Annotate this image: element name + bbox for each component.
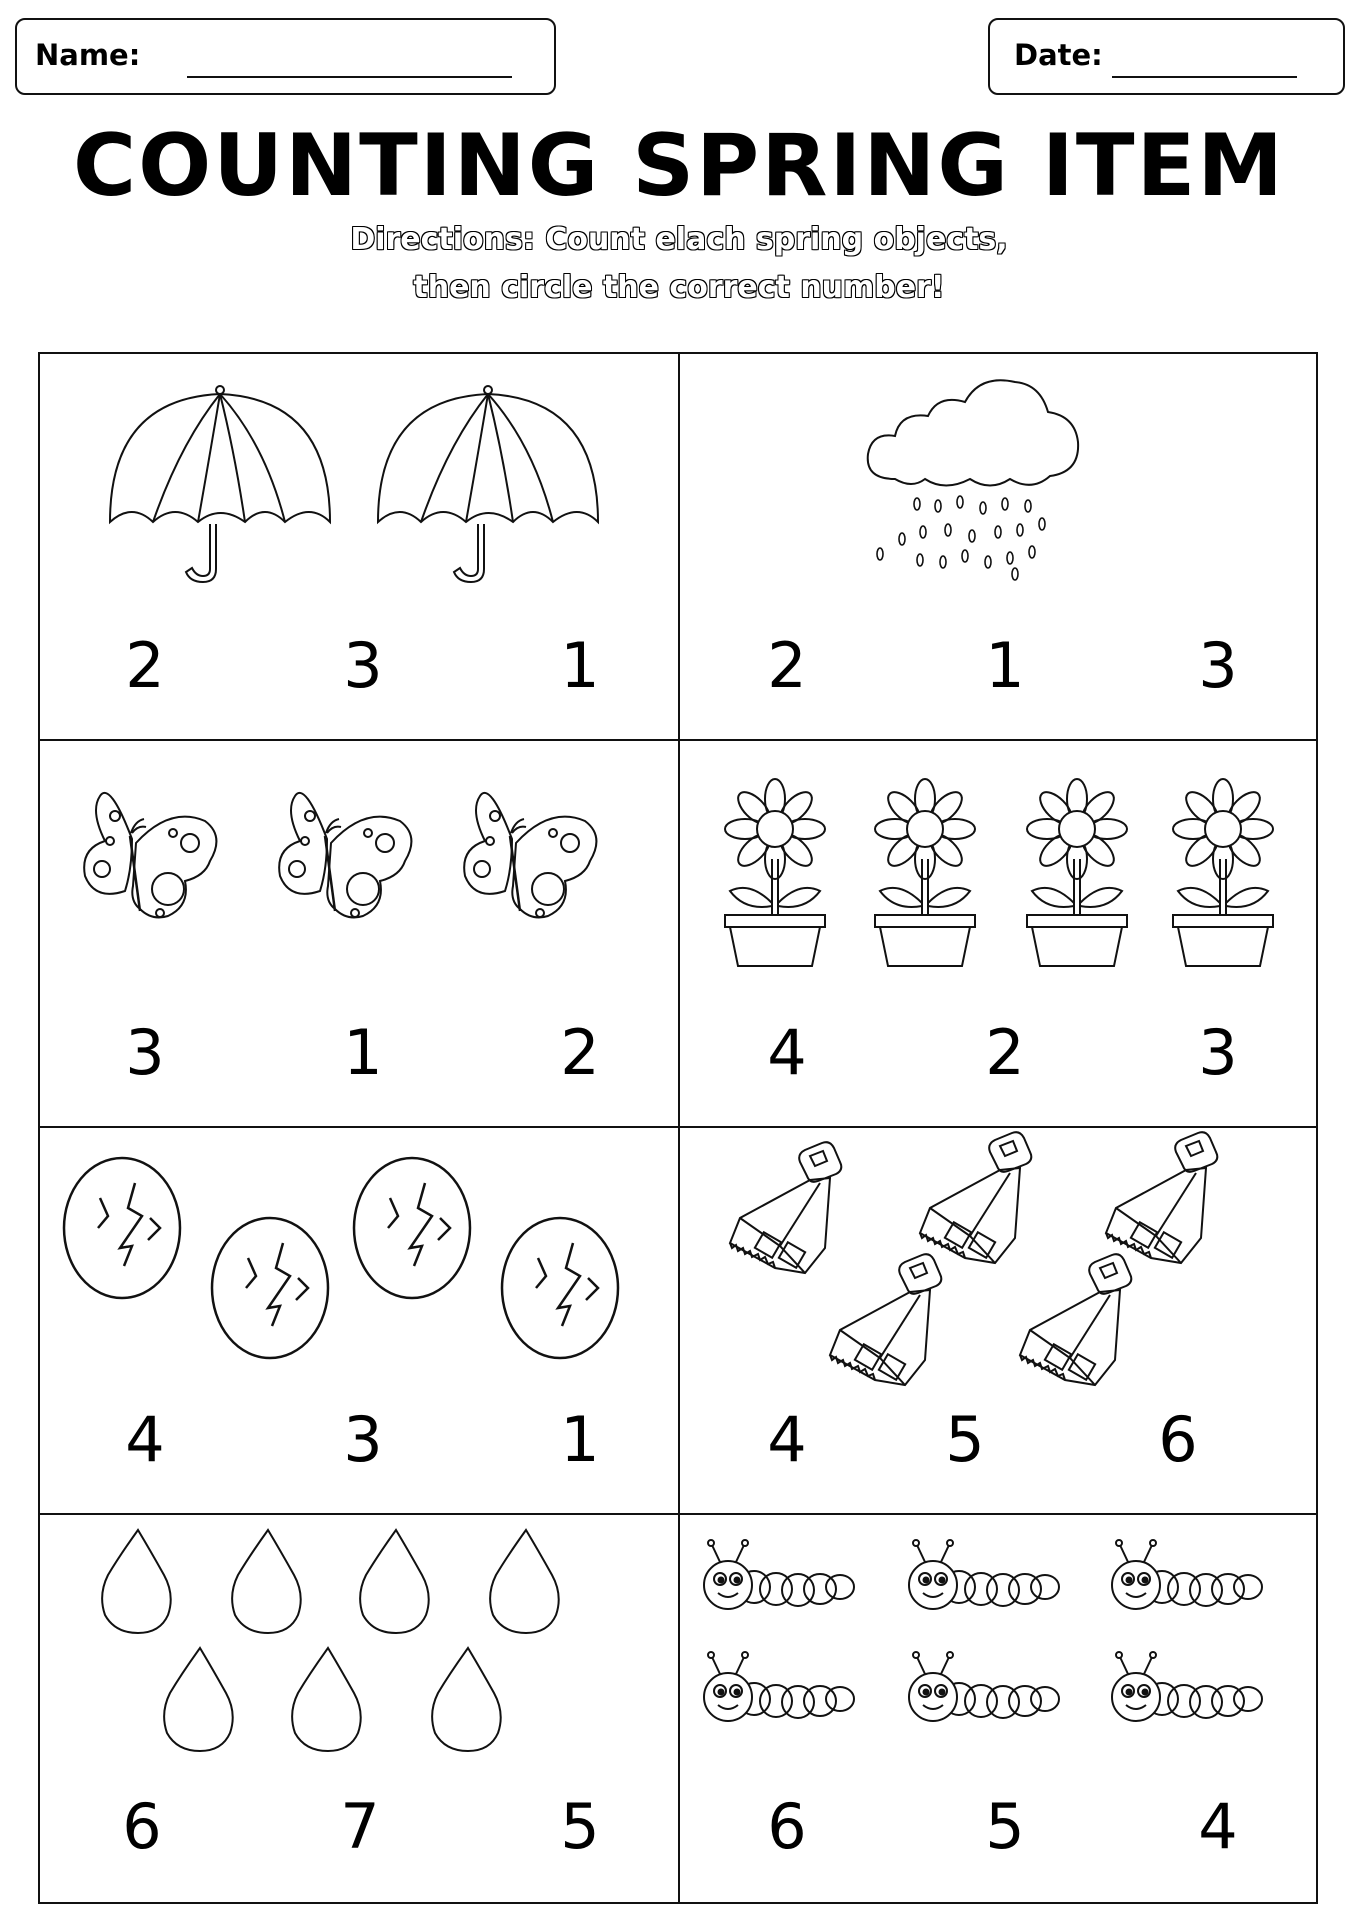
option-number[interactable]: 5: [945, 1403, 985, 1476]
cell-caterpillars: [680, 1515, 1318, 1904]
option-number[interactable]: 2: [560, 1016, 600, 1089]
option-number[interactable]: 6: [767, 1790, 807, 1863]
option-number[interactable]: 1: [343, 1016, 383, 1089]
option-number[interactable]: 2: [125, 629, 165, 702]
option-number[interactable]: 3: [343, 629, 383, 702]
option-number[interactable]: 3: [1198, 629, 1238, 702]
option-number[interactable]: 3: [125, 1016, 165, 1089]
name-line[interactable]: [187, 76, 512, 78]
name-box: [15, 18, 556, 95]
date-box: [988, 18, 1345, 95]
cell-raindrops: [40, 1515, 680, 1904]
name-label: Name:: [35, 38, 141, 72]
option-number[interactable]: 3: [1198, 1016, 1238, 1089]
option-number[interactable]: 4: [1198, 1790, 1238, 1863]
option-number[interactable]: 7: [340, 1790, 380, 1863]
option-number[interactable]: 2: [985, 1016, 1025, 1089]
directions-line-1: Directions: Count elach spring objects,: [350, 222, 1008, 257]
option-number[interactable]: 6: [122, 1790, 162, 1863]
option-number[interactable]: 6: [1158, 1403, 1198, 1476]
option-number[interactable]: 2: [767, 629, 807, 702]
directions-line-2: then circle the correct number!: [413, 270, 945, 305]
option-number[interactable]: 1: [985, 629, 1025, 702]
option-number[interactable]: 3: [343, 1403, 383, 1476]
page-title: COUNTING SPRING ITEM: [73, 116, 1285, 216]
cell-flower-pots: [680, 741, 1318, 1128]
cell-rain-cloud: [680, 354, 1318, 741]
cell-umbrellas: [40, 354, 680, 741]
option-number[interactable]: 1: [560, 629, 600, 702]
cell-eggs: [40, 1128, 680, 1515]
date-line[interactable]: [1112, 76, 1297, 78]
option-number[interactable]: 4: [767, 1403, 807, 1476]
option-number[interactable]: 1: [560, 1403, 600, 1476]
cell-butterflies: [40, 741, 680, 1128]
option-number[interactable]: 4: [767, 1016, 807, 1089]
option-number[interactable]: 5: [560, 1790, 600, 1863]
cell-raincoats: [680, 1128, 1318, 1515]
worksheet-grid: [38, 352, 1318, 1904]
date-label: Date:: [1014, 38, 1103, 72]
option-number[interactable]: 5: [985, 1790, 1025, 1863]
option-number[interactable]: 4: [125, 1403, 165, 1476]
